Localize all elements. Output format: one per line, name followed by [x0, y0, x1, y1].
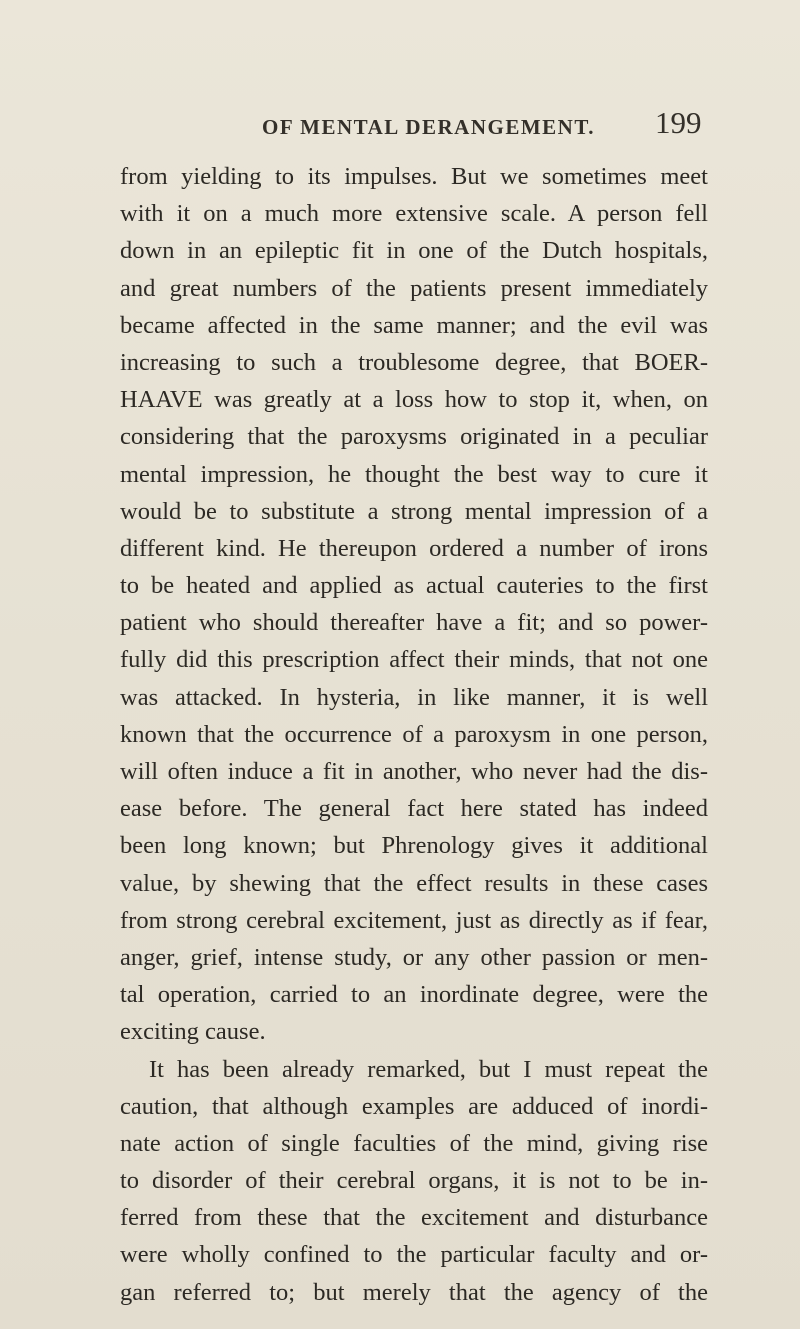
text-line: from strong cerebral excitement, just as directly as if fear,: [120, 906, 708, 934]
page-header: [0, 105, 800, 145]
text-line: been long known; but Phrenology gives it additional: [120, 832, 708, 860]
text-line: caution, that although examples are adduced of inordi-: [120, 1092, 708, 1120]
paragraph-end-line: exciting cause.: [120, 1018, 266, 1046]
text-line: down in an epileptic fit in one of the Dutch hospitals,: [120, 237, 708, 265]
text-line: considering that the paroxysms originated in a peculiar: [120, 423, 708, 451]
text-line: was attacked. In hysteria, in like manner, it is well: [120, 683, 708, 711]
text-line: known that the occurrence of a paroxysm in one person,: [120, 720, 708, 748]
text-line: fully did this prescription affect their minds, that not one: [120, 646, 708, 674]
running-head: OF MENTAL DERANGEMENT.: [262, 115, 596, 139]
text-line: and great numbers of the patients present immediately: [120, 274, 708, 302]
text-line: patient who should thereafter have a fit; and so power-: [120, 609, 708, 637]
text-line: value, by shewing that the effect results in these cases: [120, 869, 708, 897]
text-line: would be to substitute a strong mental impression of a: [120, 497, 708, 525]
page-number: 199: [655, 105, 702, 140]
text-line: gan referred to; but merely that the agency of the: [120, 1278, 708, 1306]
text-line: to disorder of their cerebral organs, it is not to be in-: [120, 1167, 708, 1195]
body-text: [120, 158, 708, 1311]
text-line: mental impression, he thought the best way to cure it: [120, 460, 708, 488]
text-line: ferred from these that the excitement and disturbance: [120, 1204, 708, 1232]
text-line: increasing to such a troublesome degree, that BOER-: [120, 348, 708, 376]
text-line: tal operation, carried to an inordinate degree, were the: [120, 981, 708, 1009]
text-line: nate action of single faculties of the mind, giving rise: [120, 1129, 708, 1157]
text-line: different kind. He thereupon ordered a number of irons: [120, 534, 708, 562]
text-line: with it on a much more extensive scale. A person fell: [120, 200, 708, 228]
text-line: HAAVE was greatly at a loss how to stop it, when, on: [120, 386, 708, 414]
text-line: became affected in the same manner; and the evil was: [120, 311, 708, 339]
text-line: ease before. The general fact here stated has indeed: [120, 795, 708, 823]
paragraph-start-line: It has been already remarked, but I must repeat the: [149, 1055, 708, 1083]
text-line: from yielding to its impulses. But we sometimes meet: [120, 163, 708, 190]
text-line: were wholly confined to the particular faculty and or-: [120, 1241, 708, 1269]
text-line: anger, grief, intense study, or any other passion or men-: [120, 943, 708, 971]
text-line: to be heated and applied as actual cauteries to the first: [120, 572, 708, 600]
text-line: will often induce a fit in another, who never had the dis-: [120, 758, 708, 785]
